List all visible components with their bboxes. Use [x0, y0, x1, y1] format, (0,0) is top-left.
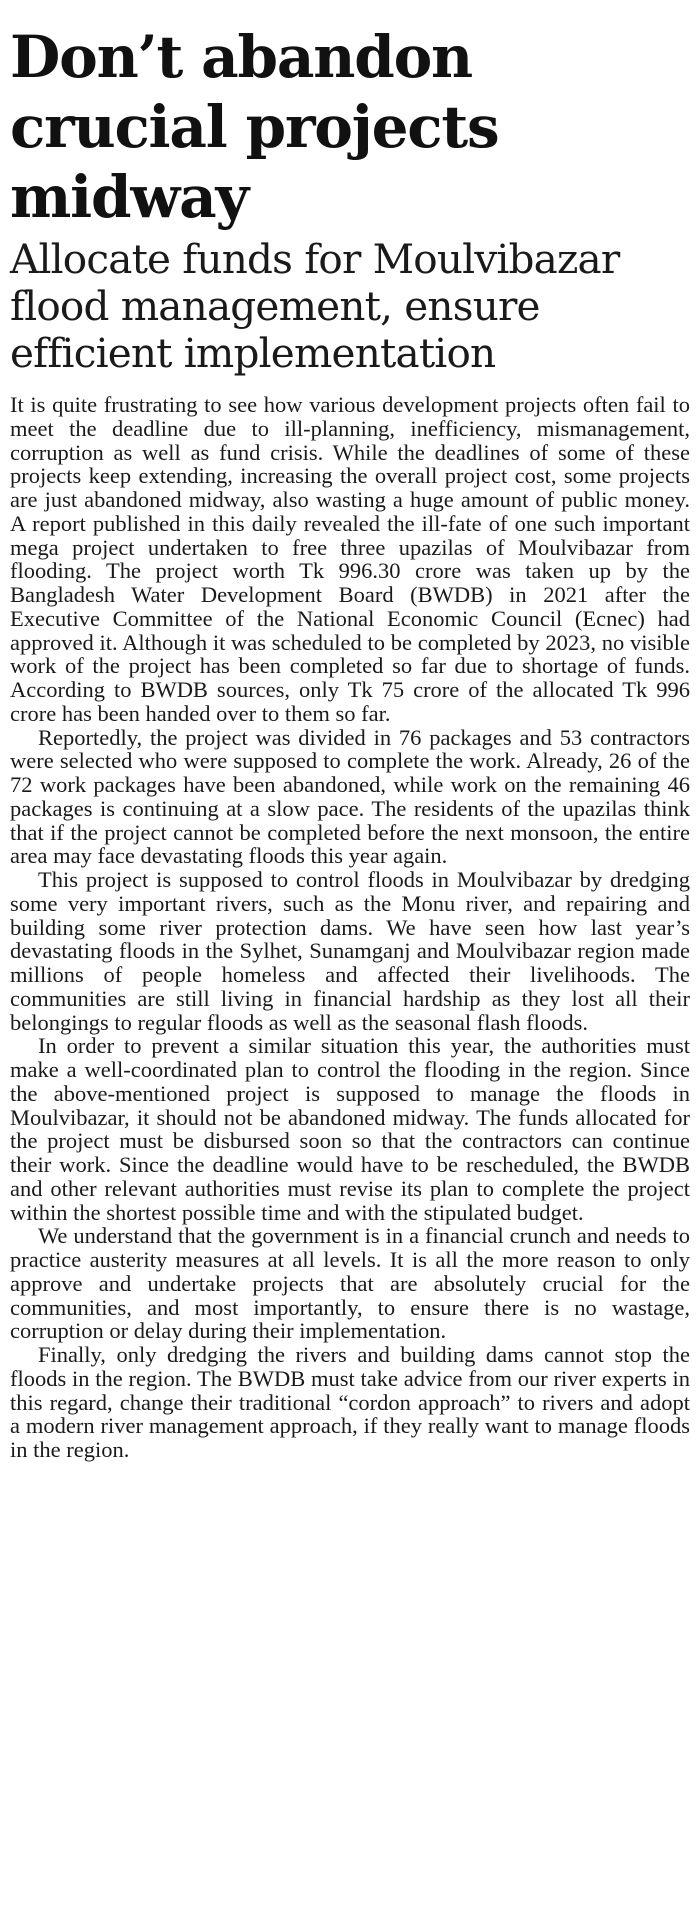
body-paragraph: This project is supposed to control floods in Moulvibazar by dredging some very important rivers, such as the Monu river, and repairing and building some river protection dams. We have seen how last year’s devastating floods in the Sylhet, Sunamganj and Moulvibazar region made millions of people homeless and affected their livelihoods. The communities are still living in financial hardship as they lost all their belongings to regular floods as well as the seasonal flash floods.	[10, 867, 690, 1035]
body-paragraph: We understand that the government is in a financial crunch and needs to practice austerity measures at all levels. It is all the more reason to only approve and undertake projects that are absolutely crucial for the communities, and most importantly, to ensure there is no wastage, corruption or delay during their implementation.	[10, 1223, 690, 1344]
article-body	[10, 393, 690, 1462]
body-paragraph: Finally, only dredging the rivers and building dams cannot stop the floods in the region. The BWDB must take advice from our river experts in this regard, change their traditional “cordon approach” to rivers and adopt a modern river management approach, if they really want to manage floods in the region.	[10, 1342, 690, 1462]
subheadline: Allocate funds for Moulvibazar flood management, ensure efficient implementation	[10, 235, 620, 377]
body-paragraph: In order to prevent a similar situation this year, the authorities must make a well-coordinated plan to control the flooding in the region. Since the above-mentioned project is supposed to manage the floods in Moulvibazar, it should not be abandoned midway. The funds allocated for the project must be disbursed soon so that the contractors can continue their work. Since the deadline would have to be rescheduled, the BWDB and other relevant authorities must revise its plan to complete the project within the shortest possible time and with the stipulated budget.	[10, 1033, 690, 1225]
body-paragraph: Reportedly, the project was divided in 76 packages and 53 contractors were selected who were supposed to complete the work. Already, 26 of the 72 work packages have been abandoned, while work on the remaining 46 packages is continuing at a slow pace. The residents of the upazilas think that if the project cannot be completed before the next monsoon, the entire area may face devastating floods this year again.	[10, 724, 690, 869]
headline: Don’t abandon crucial projects midway	[10, 23, 499, 231]
body-paragraph: It is quite frustrating to see how various development projects often fail to meet the deadline due to ill-planning, inefficiency, mismanagement, corruption as well as fund crisis. While the deadlines of some of these projects keep extending, increasing the overall project cost, some projects are just abandoned midway, also wasting a huge amount of public money. A report published in this daily revealed the ill-fate of one such important mega project undertaken to free three upazilas of Moulvibazar from flooding. The project worth Tk 996.30 crore was taken up by the Bangladesh Water Development Board (BWDB) in 2021 after the Executive Committee of the National Economic Council (Ecnec) had approved it. Although it was scheduled to be completed by 2023, no visible work of the project has been completed so far due to shortage of funds. According to BWDB sources, only Tk 75 crore of the allocated Tk 996 crore has been handed over to them so far.	[10, 392, 690, 726]
